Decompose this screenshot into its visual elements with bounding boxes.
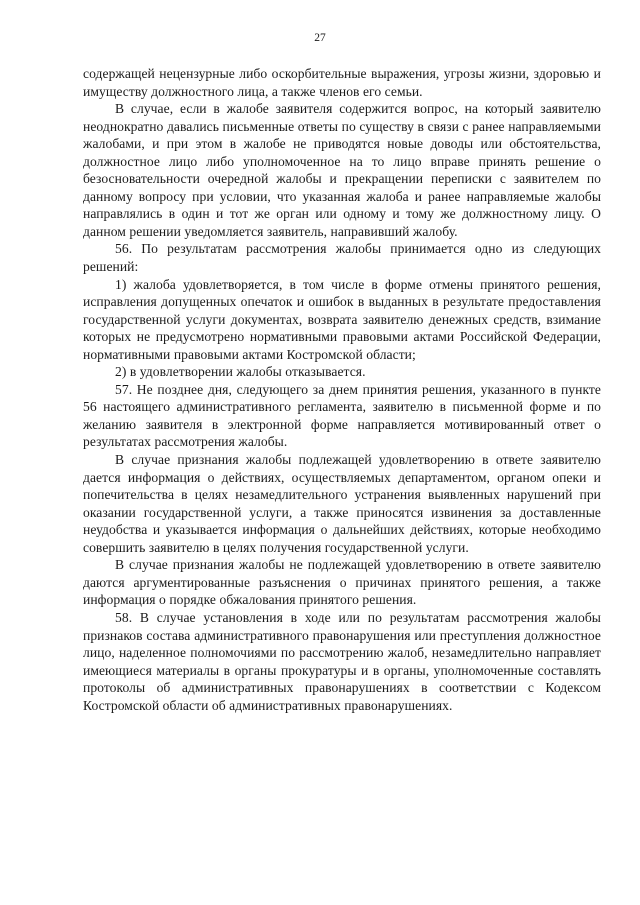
paragraph-clause-58: 58. В случае установления в ходе или по результатам рассмотрения жалобы признаков состава административного правонарушения или преступления должностное лицо, наделенное полномочиями по рассмотрению жалоб, незамедлительно направляет имеющиеся материалы в органы прокуратуры и в органы, уполномоченные составлять протоколы об административных правонарушениях в соответствии с Кодексом Костромской области об административных правонарушениях. — [83, 609, 601, 713]
paragraph-complaint-satisfied: В случае признания жалобы подлежащей удовлетворению в ответе заявителю дается информация о действиях, осуществляемых департаментом, органом опеки и попечительства в целях незамедлительного устранения выявленных нарушений при оказании государственной услуги, а также приносятся извинения за доставленные неудобства и указывается информация о дальнейших действиях, которые необходимо совершить заявителю в целях получения государственной услуги. — [83, 452, 601, 555]
paragraph-clause-56-item-1: 1) жалоба удовлетворяется, в том числе в форме отмены принятого решения, исправления допущенных опечаток и ошибок в выданных в результате предоставления государственной услуги документах, возврата заявителю денежных средств, взимание которых не предусмотрено нормативными правовыми актами Российской Федерации, нормативными правовыми актами Костромской области; — [83, 276, 601, 362]
paragraph-clause-57: 57. Не позднее дня, следующего за днем принятия решения, указанного в пункте 56 настоящего административного регламента, заявителю в письменной форме и по желанию заявителя в электронной форме направляется мотивированный ответ о результатах рассмотрения жалобы. — [83, 381, 601, 450]
page-number: 27 — [314, 32, 326, 44]
paragraph-complaint-rejected: В случае признания жалобы не подлежащей удовлетворению в ответе заявителю даются аргументированные разъяснения о причинах принятого решения, а также информация о порядке обжалования принятого решения. — [83, 557, 601, 608]
paragraph-clause-56: 56. По результатам рассмотрения жалобы принимается одно из следующих решений: — [83, 241, 601, 275]
paragraph-clause-56-item-2: 2) в удовлетворении жалобы отказывается. — [115, 364, 366, 380]
body-text — [83, 65, 601, 714]
paragraph-repeat-complaint: В случае, если в жалобе заявителя содержится вопрос, на который заявителю неоднократно давались письменные ответы по существу в связи с ранее направляемыми жалобами, и при этом в жалобе не приводятся новые доводы или обстоятельства, должностное лицо либо уполномоченное на то лицо вправе принять решение о безосновательности очередной жалобы и прекращении переписки с заявителем по данному вопросу при условии, что указанная жалоба и ранее направляемые жалобы направлялись в один и тот же орган или одному и тому же должностному лицу. О данном решении уведомляется заявитель, направивший жалобу. — [83, 101, 601, 239]
paragraph-continuation: содержащей нецензурные либо оскорбительные выражения, угрозы жизни, здоровью и имуществу должностного лица, а также членов его семьи. — [83, 66, 601, 99]
